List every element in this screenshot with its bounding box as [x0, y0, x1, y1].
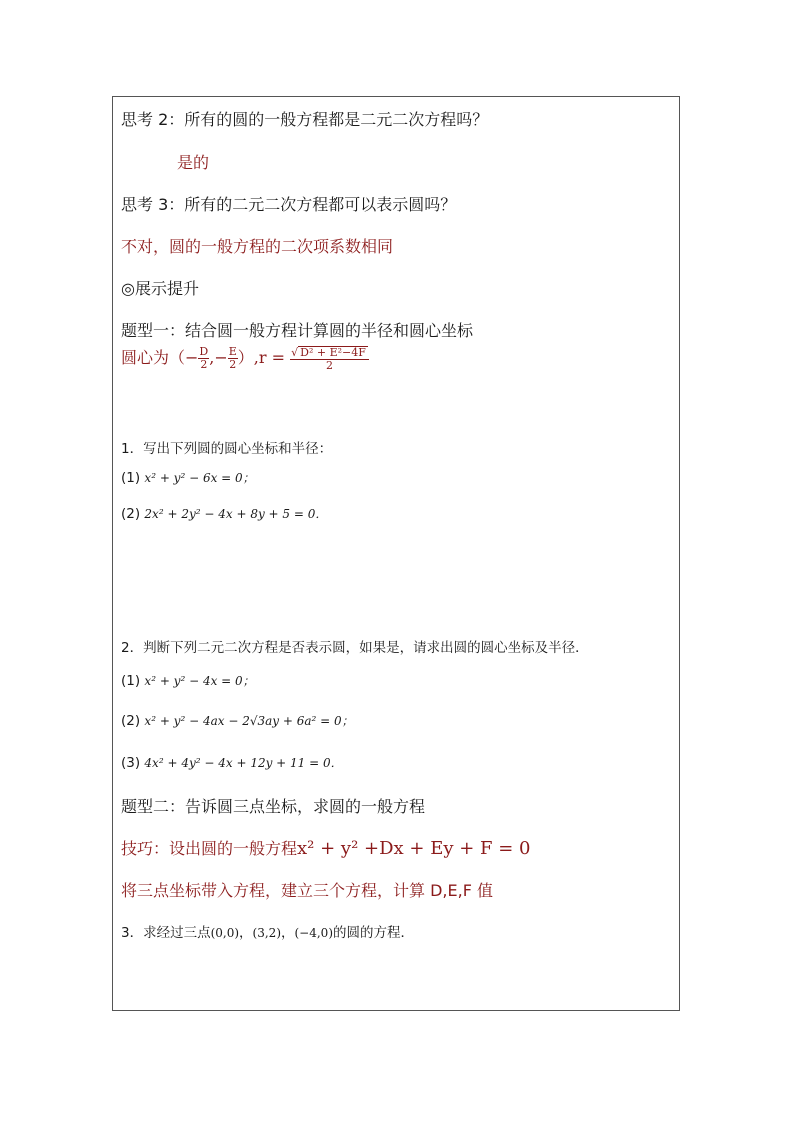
frac-r: $\frac{\text{√ D² + E²−4F}}{2}$	[290, 346, 369, 371]
type1-title: 题型一：结合圆一般方程计算圆的半径和圆心坐标	[121, 321, 474, 340]
think2-question: 思考 2：所有的圆的一般方程都是二元二次方程吗？	[121, 110, 489, 129]
center-radius-formula: 圆心为（− $\frac{D}{2}$ ,− $\frac{E}{2}$ ）,r = $\frac{\text{√ D² + E²−4F}}{2}$	[121, 345, 369, 371]
think3-question: 思考 3：所有的二元二次方程都可以表示圆吗？	[121, 195, 457, 214]
show-heading: ◎展示提升	[121, 279, 199, 298]
q2-stem: 2．判断下列二元二次方程是否表示圆，如果是，请求出圆的圆心坐标及半径．	[121, 640, 589, 656]
q1-stem: 1．写出下列圆的圆心坐标和半径：	[121, 441, 333, 457]
type2-steps: 将三点坐标带入方程，建立三个方程，计算 D,E,F 值	[121, 881, 493, 900]
think3-answer: 不对，圆的一般方程的二次项系数相同	[121, 237, 394, 256]
formula-mid: ）,r =	[237, 348, 286, 367]
q1-part1: (1) x² + y² − 6x = 0；	[121, 470, 255, 486]
q2-part3: (3) 4x² + 4y² − 4x + 12y + 11 = 0．	[121, 755, 343, 771]
q2-part2: (2) x² + y² − 4ax − 2√3ay + 6a² = 0；	[121, 713, 354, 729]
frac-d: $\frac{D}{2}$	[199, 345, 209, 371]
type2-tip: 技巧：设出圆的一般方程x² + y² +Dx + Ey + F = 0	[121, 838, 531, 859]
type2-title: 题型二：告诉圆三点坐标，求圆的一般方程	[121, 797, 426, 816]
formula-prefix: 圆心为（	[121, 348, 186, 367]
content-frame	[112, 96, 680, 1011]
q2-part1: (1) x² + y² − 4x = 0；	[121, 673, 255, 689]
think2-answer: 是的	[177, 153, 210, 172]
q1-part2: (2) 2x² + 2y² − 4x + 8y + 5 = 0．	[121, 506, 328, 522]
frac-e: $\frac{E}{2}$	[228, 345, 237, 371]
q3-stem: 3．求经过三点(0,0)，(3,2)，(−4,0)的圆的方程．	[121, 925, 415, 941]
